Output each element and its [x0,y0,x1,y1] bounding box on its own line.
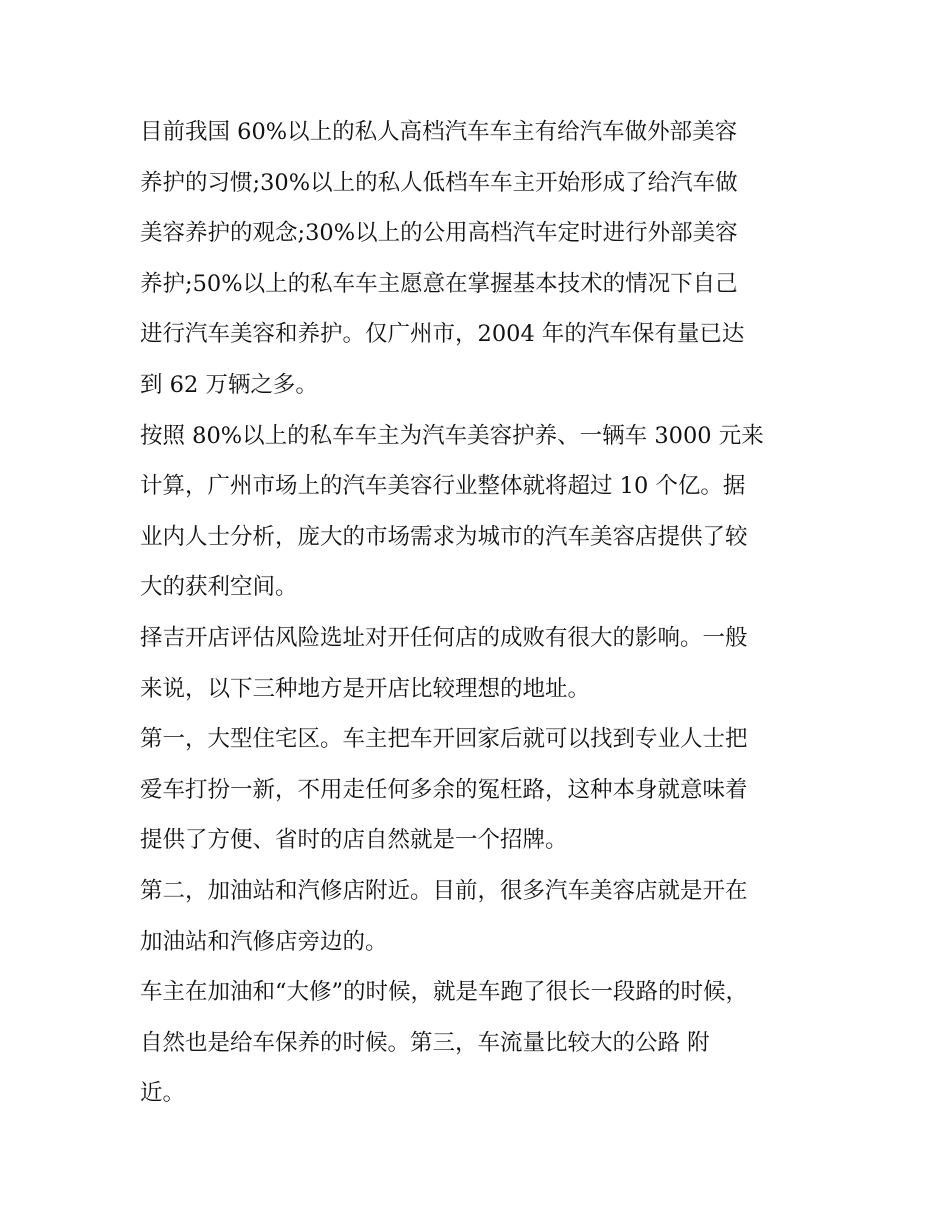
text-line: 到 62 万辆之多。 [140,371,318,398]
text-line: 提供了方便、省时的店自然就是一个招牌。 [140,827,568,854]
text-line: 第二，加油站和汽修店附近。目前，很多汽车美容店就是开在 [140,877,748,904]
text-line: 美容养护的观念;30%以上的公用高档汽车定时进行外部美容 [140,220,738,247]
text-line: 大的获利空间。 [140,574,298,601]
text-line: 择吉开店评估风险选址对开任何店的成败有很大的影响。一般 [140,624,748,651]
text-line: 进行汽车美容和养护。仅广州市，2004 年的汽车保有量已达 [140,321,745,348]
text-line: 近。 [140,1080,186,1107]
text-line: 养护;50%以上的私车车主愿意在掌握基本技术的情况下自己 [140,270,738,297]
text-line: 计算，广州市场上的汽车美容行业整体就将超过 10 个亿。据 [140,473,746,500]
text-line: 按照 80%以上的私车车主为汽车美容护养、一辆车 3000 元来 [140,422,764,449]
text-line: 来说，以下三种地方是开店比较理想的地址。 [140,675,591,702]
text-line: 爱车打扮一新，不用走任何多余的冤枉路，这种本身就意味着 [140,776,748,803]
body-text [140,107,820,1119]
text-line: 车主在加油和“大修”的时候，就是车跑了很长一段路的时候， [140,979,749,1006]
text-line: 业内人士分析，庞大的市场需求为城市的汽车美容店提供了较 [140,523,748,550]
text-line: 养护的习惯;30%以上的私人低档车车主开始形成了给汽车做 [140,169,738,196]
text-line: 加油站和汽修店旁边的。 [140,928,388,955]
text-line: 第一，大型住宅区。车主把车开回家后就可以找到专业人士把 [140,726,748,753]
text-line: 目前我国 60%以上的私人高档汽车车主有给汽车做外部美容 [140,119,738,145]
text-line: 自然也是给车保养的时候。第三，车流量比较大的公路 附 [140,1029,710,1056]
